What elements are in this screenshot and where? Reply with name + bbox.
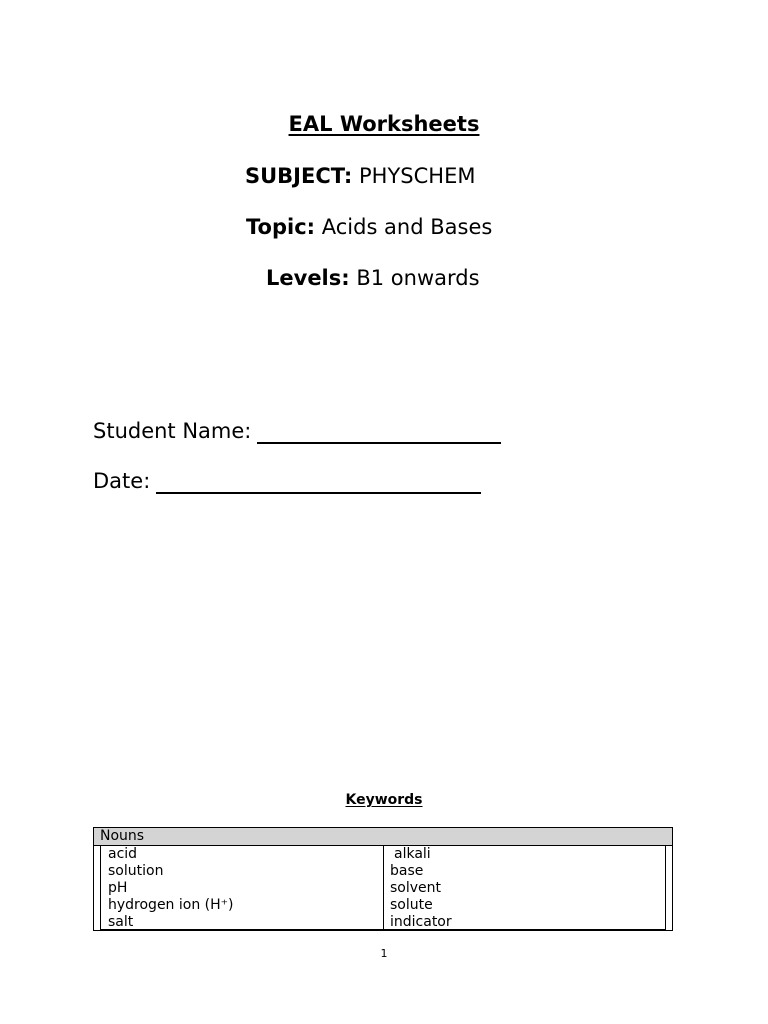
keywords-table-body (100, 846, 666, 930)
keyword-item: hydrogen ion (H⁺) (108, 897, 234, 913)
topic-label: Topic: (246, 215, 316, 239)
keyword-item: alkali (394, 846, 431, 862)
keyword-item: indicator (390, 914, 452, 930)
keywords-table-header: Nouns (94, 828, 672, 846)
student-name-field (93, 418, 501, 444)
date-field (93, 468, 481, 494)
keyword-item: solute (390, 897, 433, 913)
topic-line (246, 214, 492, 240)
keyword-item: solvent (390, 880, 442, 896)
subject-value: PHYSCHEM (359, 164, 476, 188)
keyword-item: salt (108, 914, 134, 930)
keywords-heading: Keywords (345, 792, 423, 808)
keyword-item: acid (108, 846, 138, 862)
levels-label: Levels: (266, 266, 350, 290)
topic-value: Acids and Bases (321, 215, 493, 239)
levels-line (266, 265, 480, 291)
document-title: EAL Worksheets (288, 112, 480, 136)
subject-line (245, 163, 475, 189)
keywords-right-column (383, 846, 665, 929)
keywords-table (93, 827, 673, 931)
keyword-item: solution (108, 863, 164, 879)
keyword-item: base (390, 863, 424, 879)
student-name-label: Student Name: (93, 419, 252, 443)
student-name-blank[interactable] (257, 422, 501, 444)
levels-value: B1 onwards (356, 266, 480, 290)
date-blank[interactable] (156, 472, 481, 494)
date-label: Date: (93, 469, 151, 493)
subject-label: SUBJECT: (245, 164, 353, 188)
page-number: 1 (380, 947, 388, 960)
keyword-item: pH (108, 880, 128, 896)
keywords-left-column (101, 846, 383, 929)
